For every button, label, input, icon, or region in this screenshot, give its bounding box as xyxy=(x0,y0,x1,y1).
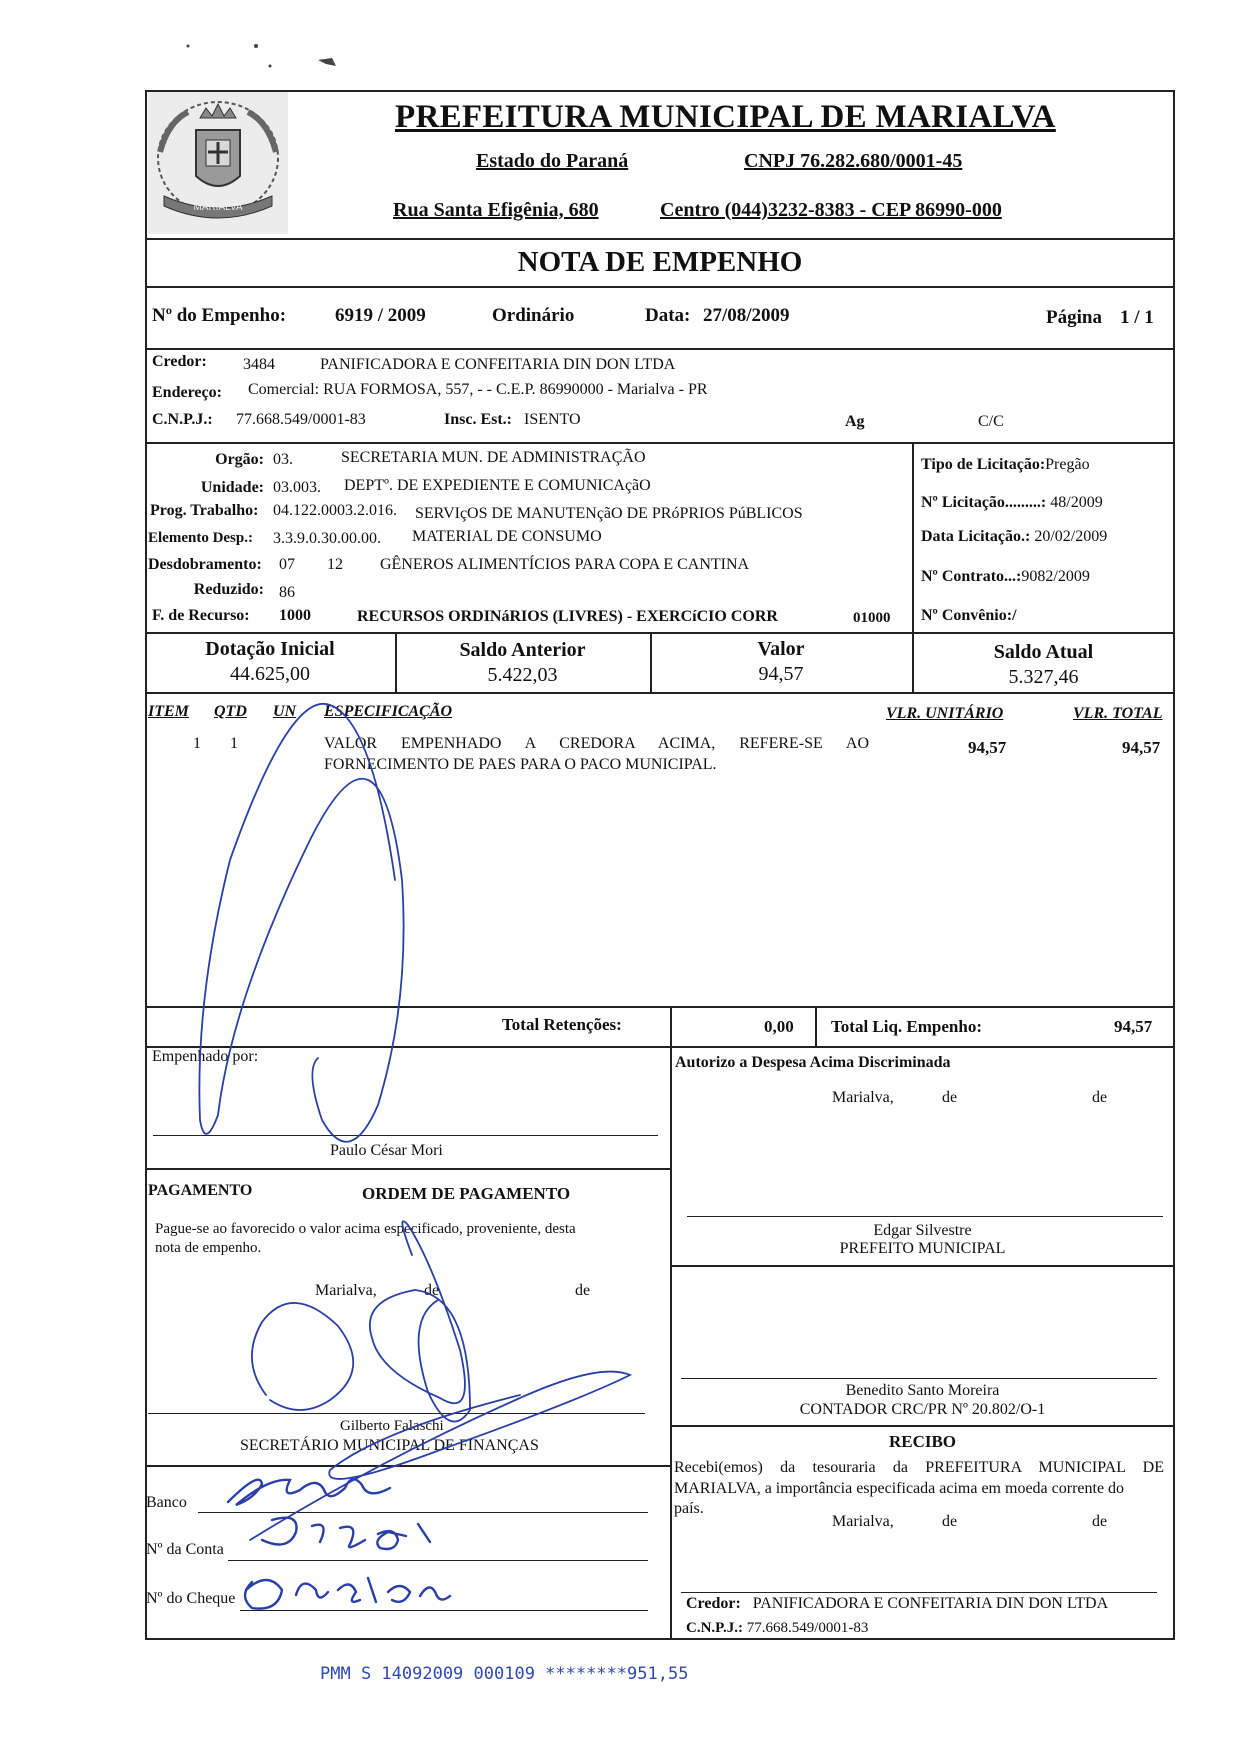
rule xyxy=(670,1265,1175,1267)
elemento-label: Elemento Desp.: xyxy=(148,530,253,546)
recurso-label: F. de Recurso: xyxy=(152,607,250,624)
rule xyxy=(670,1006,672,1048)
document-title: NOTA DE EMPENHO xyxy=(517,246,803,278)
col-un: UN xyxy=(273,703,297,720)
numero-licitacao-label: Nº Licitação.........: xyxy=(921,494,1047,511)
recurso-name: RECURSOS ORDINáRIOS (LIVRES) - EXERCíCIO CORR xyxy=(357,608,778,625)
reduzido-value: 86 xyxy=(279,584,295,601)
recibo-title: RECIBO xyxy=(888,1432,957,1451)
orgao-label: Orgão: xyxy=(215,451,264,468)
valor-label: Valor xyxy=(757,638,805,660)
item-spec-line1: VALOR EMPENHADO A CREDORA ACIMA, REFERE-SE AO xyxy=(324,735,869,752)
autorizo-label: Autorizo a Despesa Acima Discriminada xyxy=(675,1054,951,1071)
desdobramento-b: 12 xyxy=(327,556,343,573)
valor-value: 94,57 xyxy=(758,663,804,685)
empenho-number-label: Nº do Empenho: xyxy=(152,305,287,326)
treasury-stamp: PMM S 14092009 000109 ********951,55 xyxy=(320,1664,689,1684)
rule xyxy=(145,1046,1175,1048)
rule xyxy=(145,442,1175,444)
contador-role: CONTADOR CRC/PR Nº 20.802/O-1 xyxy=(799,1401,1046,1418)
cnpj-label: CNPJ 76.282.680/0001-45 xyxy=(744,150,963,172)
autorizo-de2: de xyxy=(1092,1089,1108,1106)
signature-line xyxy=(153,1135,658,1136)
liq-value: 94,57 xyxy=(1114,1017,1153,1036)
page-number: 1 / 1 xyxy=(1120,307,1154,328)
insc-value: ISENTO xyxy=(524,411,581,428)
item-total-value: 94,57 xyxy=(1122,738,1161,757)
rule xyxy=(815,1006,817,1048)
conta-line xyxy=(228,1560,648,1561)
reduzido-label: Reduzido: xyxy=(193,581,264,598)
elemento-name: MATERIAL DE CONSUMO xyxy=(412,528,602,545)
rule xyxy=(670,1425,1175,1427)
state-label: Estado do Paraná xyxy=(476,150,629,172)
tipo-licitacao: Pregão xyxy=(1045,456,1090,473)
recibo-cnpj: 77.668.549/0001-83 xyxy=(746,1620,869,1636)
unidade-label: Unidade: xyxy=(200,479,264,496)
saldo-atual-value: 5.327,46 xyxy=(1008,666,1079,688)
credor-code: 3484 xyxy=(243,356,275,373)
credor-cnpj-label: C.N.P.J.: xyxy=(152,411,213,428)
pagamento-role: SECRETÁRIO MUNICIPAL DE FINANÇAS xyxy=(240,1437,539,1454)
empenhado-label: Empenhado por: xyxy=(152,1048,259,1065)
col-total: VLR. TOTAL xyxy=(1073,705,1163,722)
pagamento-de1: de xyxy=(424,1282,440,1299)
desdobramento-label: Desdobramento: xyxy=(148,556,262,573)
pagamento-city: Marialva, xyxy=(315,1282,377,1299)
dotacao-label: Dotação Inicial xyxy=(205,638,335,660)
recibo-text2: MARIALVA, a importância especificada acima em moeda corrente do xyxy=(674,1480,1125,1497)
page-label: Página xyxy=(1046,307,1102,328)
address-rest: Centro (044)3232-8383 - CEP 86990-000 xyxy=(660,199,1002,221)
autorizo-signer: Edgar Silvestre xyxy=(873,1222,972,1239)
pagamento-de2: de xyxy=(575,1282,591,1299)
ordem-label: ORDEM DE PAGAMENTO xyxy=(362,1184,571,1203)
recurso-suffix: 01000 xyxy=(853,610,891,626)
pagamento-signer: Gilberto Falaschi xyxy=(340,1418,444,1434)
saldo-anterior-value: 5.422,03 xyxy=(487,664,558,686)
empenho-date: 27/08/2009 xyxy=(703,305,790,326)
contador-signer: Benedito Santo Moreira xyxy=(845,1382,1000,1399)
insc-label: Insc. Est.: xyxy=(444,411,513,428)
numero-licitacao: 48/2009 xyxy=(1050,494,1103,511)
dotacao-value: 44.625,00 xyxy=(230,663,310,685)
autorizo-de1: de xyxy=(942,1089,958,1106)
unidade-code: 03.003. xyxy=(273,479,321,496)
address-label: Endereço: xyxy=(152,384,222,401)
prog-code: 04.122.0003.2.016. xyxy=(273,502,397,519)
contrato-value: 9082/2009 xyxy=(1021,568,1090,585)
banco-line xyxy=(198,1512,648,1513)
empenhado-signer: Paulo César Mori xyxy=(330,1142,443,1159)
pagamento-label: PAGAMENTO xyxy=(148,1182,253,1199)
credor-cnpj: 77.668.549/0001-83 xyxy=(236,411,366,428)
rule xyxy=(145,1465,670,1467)
saldo-anterior-label: Saldo Anterior xyxy=(459,639,586,661)
recibo-cnpj-label: C.N.P.J.: xyxy=(686,1620,743,1636)
rule xyxy=(145,632,1175,634)
svg-text:MARIALVA: MARIALVA xyxy=(193,202,243,213)
col-item: ITEM xyxy=(148,703,189,720)
prog-name: SERVIçOS DE MANUTENçãO DE PRóPRIOS PúBLICOS xyxy=(415,505,803,522)
signature-line xyxy=(681,1378,1157,1379)
recibo-de1: de xyxy=(942,1513,958,1530)
cheque-label: Nº do Cheque xyxy=(146,1590,236,1607)
recibo-de2: de xyxy=(1092,1513,1108,1530)
rule xyxy=(145,286,1175,288)
ag-label: Ag xyxy=(845,413,865,430)
recibo-text1: Recebi(emos) da tesouraria da PREFEITURA MUNICIPAL DE xyxy=(674,1459,1164,1476)
empenho-number: 6919 / 2009 xyxy=(335,305,426,326)
credor-label: Credor: xyxy=(152,353,207,370)
pagamento-text1: Pague-se ao favorecido o valor acima especificado, proveniente, desta xyxy=(155,1221,576,1237)
conta-label: Nº da Conta xyxy=(146,1541,224,1558)
data-licitacao: 20/02/2009 xyxy=(1034,528,1108,545)
liq-label: Total Liq. Empenho: xyxy=(831,1017,982,1036)
rule xyxy=(670,1046,672,1640)
item-unit-value: 94,57 xyxy=(968,738,1007,757)
data-licitacao-label: Data Licitação.: xyxy=(921,528,1031,545)
col-unit: VLR. UNITÁRIO xyxy=(886,705,1004,722)
recibo-city: Marialva, xyxy=(832,1513,894,1530)
recurso-code: 1000 xyxy=(279,607,311,624)
unidade-name: DEPTº. DE EXPEDIENTE E COMUNICAçãO xyxy=(344,477,651,494)
item-qtd: 1 xyxy=(230,735,238,752)
desdobramento-name: GÊNEROS ALIMENTÍCIOS PARA COPA E CANTINA xyxy=(380,556,750,573)
street-label: Rua Santa Efigênia, 680 xyxy=(393,199,599,221)
retencoes-value: 0,00 xyxy=(764,1017,794,1036)
date-label: Data: xyxy=(645,305,691,326)
cc-label: C/C xyxy=(978,413,1004,430)
item-number: 1 xyxy=(193,735,201,752)
signature-line xyxy=(681,1592,1157,1593)
tipo-licitacao-label: Tipo de Licitação: xyxy=(921,456,1046,473)
empenho-type: Ordinário xyxy=(492,305,575,326)
credor-name: PANIFICADORA E CONFEITARIA DIN DON LTDA xyxy=(320,356,676,373)
col-qtd: QTD xyxy=(214,703,247,720)
autorizo-city: Marialva, xyxy=(832,1089,894,1106)
municipal-crest xyxy=(148,92,288,234)
pagamento-text2: nota de empenho. xyxy=(155,1240,262,1256)
rule xyxy=(145,692,1175,694)
prog-label: Prog. Trabalho: xyxy=(150,502,259,519)
rule xyxy=(145,348,1175,350)
col-spec: ESPECIFICAÇÃO xyxy=(324,703,453,720)
item-spec-line2: FORNECIMENTO DE PAES PARA O PACO MUNICIPAL. xyxy=(324,756,717,773)
elemento-code: 3.3.9.0.30.00.00. xyxy=(273,530,381,547)
cheque-line xyxy=(240,1610,648,1611)
recibo-credor-label: Credor: xyxy=(686,1595,741,1612)
rule xyxy=(145,1168,670,1170)
rule xyxy=(912,442,914,632)
desdobramento-a: 07 xyxy=(279,556,295,573)
rule xyxy=(145,1006,1175,1008)
orgao-code: 03. xyxy=(273,451,293,468)
rule xyxy=(145,238,1175,240)
recibo-text3: país. xyxy=(674,1500,704,1517)
recibo-credor: PANIFICADORA E CONFEITARIA DIN DON LTDA xyxy=(752,1595,1109,1612)
prefeitura-title: PREFEITURA MUNICIPAL DE MARIALVA xyxy=(395,99,1056,135)
saldo-atual-label: Saldo Atual xyxy=(993,641,1094,663)
retencoes-label: Total Retenções: xyxy=(502,1015,622,1034)
signature-line xyxy=(687,1216,1163,1217)
orgao-name: SECRETARIA MUN. DE ADMINISTRAÇÃO xyxy=(341,449,646,466)
autorizo-role: PREFEITO MUNICIPAL xyxy=(839,1240,1006,1257)
convenio-label: Nº Convênio:/ xyxy=(921,607,1017,624)
banco-label: Banco xyxy=(146,1494,187,1511)
credor-address: Comercial: RUA FORMOSA, 557, - - C.E.P. 86990000 - Marialva - PR xyxy=(248,381,708,398)
contrato-label: Nº Contrato...: xyxy=(921,568,1022,585)
signature-line xyxy=(148,1413,645,1414)
